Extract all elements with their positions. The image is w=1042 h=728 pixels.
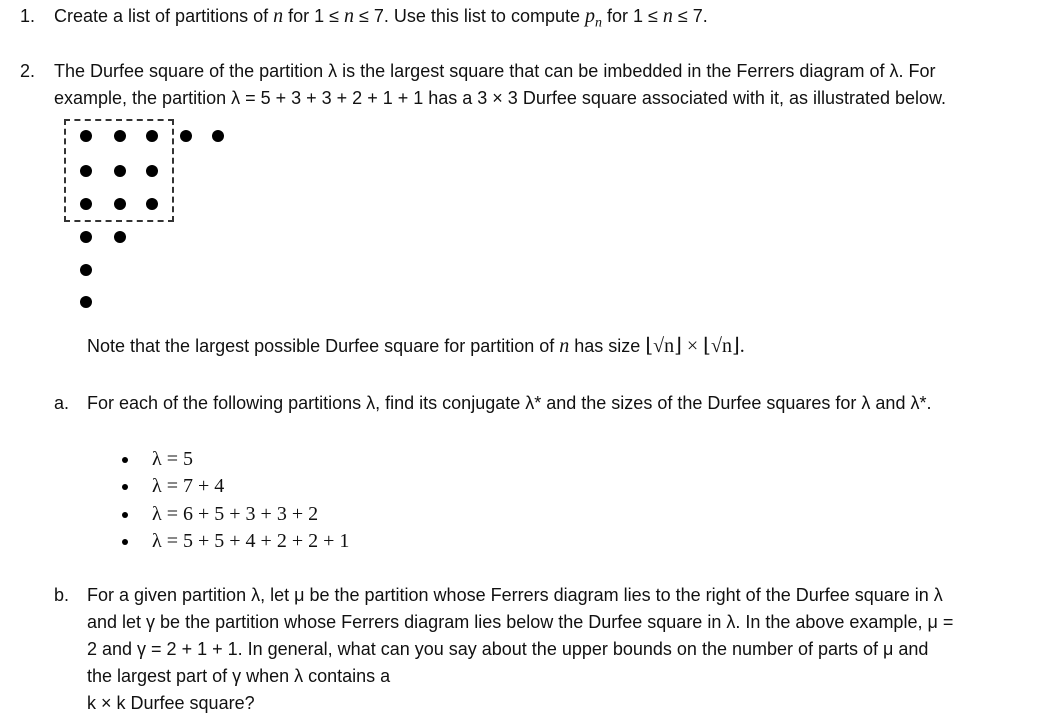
part-b-line3: 2 and γ = 2 + 1 + 1. In general, what can you say about the upper bounds on the number of parts of μ and bbox=[87, 639, 929, 659]
ferrers-dot bbox=[146, 130, 158, 142]
partition-item: λ = 5 + 5 + 4 + 2 + 2 + 1 bbox=[152, 530, 350, 552]
ferrers-dot bbox=[114, 165, 126, 177]
ferrers-dot bbox=[80, 165, 92, 177]
ferrers-dot bbox=[114, 198, 126, 210]
ferrers-dot bbox=[114, 231, 126, 243]
item-1-text-b: for 1 ≤ bbox=[283, 6, 345, 26]
item-1-text bbox=[54, 3, 708, 37]
ferrers-dot bbox=[80, 296, 92, 308]
bullet-icon bbox=[122, 484, 128, 490]
bullet-icon bbox=[122, 512, 128, 518]
item-1-sub-n: n bbox=[594, 15, 602, 31]
note-formula: ⌊√n⌋ × ⌊√n⌋. bbox=[645, 335, 745, 357]
durfee-note bbox=[87, 333, 745, 360]
item-1-var-n: n bbox=[273, 5, 284, 27]
ferrers-dot bbox=[146, 198, 158, 210]
ferrers-dot bbox=[212, 130, 224, 142]
part-b-line1: For a given partition λ, let μ be the partition whose Ferrers diagram lies to the right of the Durfee square in λ bbox=[87, 585, 943, 605]
note-var-n: n bbox=[559, 335, 570, 357]
ferrers-dot bbox=[80, 130, 92, 142]
item-2-line2: example, the partition λ = 5 + 3 + 3 + 2 + 1 + 1 has a 3 × 3 Durfee square associated with it, as illustrated below. bbox=[54, 88, 947, 108]
ferrers-dot bbox=[146, 165, 158, 177]
item-1-text-a: Create a list of partitions of bbox=[54, 6, 274, 26]
partition-item: λ = 5 bbox=[152, 448, 193, 470]
item-1-text-d: for 1 ≤ bbox=[601, 6, 663, 26]
part-b-line5: k × k Durfee square? bbox=[87, 693, 255, 713]
part-a-text: For each of the following partitions λ, find its conjugate λ* and the sizes of the Durfee squares for λ and λ*. bbox=[87, 393, 932, 413]
item-1-text-c: ≤ 7. Use this list to compute bbox=[354, 6, 585, 26]
item-1-text-e: ≤ 7. bbox=[672, 6, 708, 26]
item-1-var-n3: n bbox=[662, 5, 673, 27]
item-2-number: 2. bbox=[20, 61, 36, 81]
item-2-line1: The Durfee square of the partition λ is the largest square that can be imbedded in the Ferrers diagram of λ. For bbox=[54, 61, 936, 81]
partition-item: λ = 6 + 5 + 3 + 3 + 2 bbox=[152, 503, 319, 525]
item-1-var-p: p bbox=[584, 5, 595, 27]
bullet-icon bbox=[122, 457, 128, 463]
part-b-line4: the largest part of γ when λ contains a bbox=[87, 666, 391, 686]
part-b-line2: and let γ be the partition whose Ferrers diagram lies below the Durfee square in λ. In the above example, μ = bbox=[87, 612, 954, 632]
part-b-letter: b. bbox=[54, 585, 70, 605]
ferrers-dot bbox=[80, 231, 92, 243]
ferrers-dot bbox=[80, 198, 92, 210]
ferrers-dot bbox=[180, 130, 192, 142]
item-1-number: 1. bbox=[20, 6, 36, 26]
ferrers-dot bbox=[80, 264, 92, 276]
note-text: Note that the largest possible Durfee square for partition of bbox=[87, 336, 560, 356]
ferrers-dot bbox=[114, 130, 126, 142]
bullet-icon bbox=[122, 539, 128, 545]
partition-item: λ = 7 + 4 bbox=[152, 475, 225, 497]
note-has: has size bbox=[569, 336, 646, 356]
item-1-var-n2: n bbox=[344, 5, 355, 27]
part-a-letter: a. bbox=[54, 393, 70, 413]
